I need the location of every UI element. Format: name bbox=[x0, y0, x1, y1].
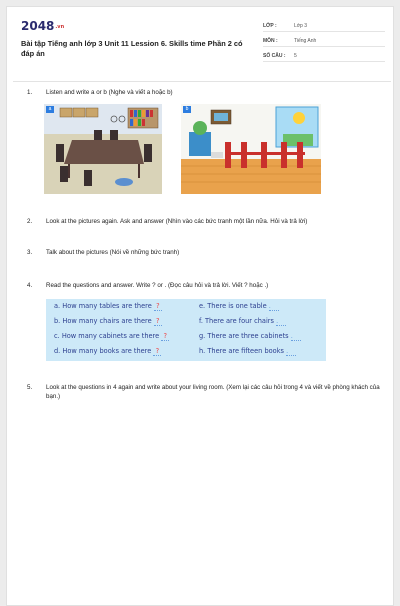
exercise-item bbox=[54, 332, 169, 341]
answer-blank[interactable]: . bbox=[269, 302, 279, 311]
exercise-item bbox=[199, 302, 279, 311]
picture-b bbox=[181, 104, 321, 194]
meta-key: MÔN : bbox=[263, 38, 278, 44]
question-text: Listen and write a or b (Nghe và viết a hoặc b) bbox=[46, 89, 173, 96]
item-text: h. There are fifteen books bbox=[199, 347, 284, 355]
meta-key: SỐ CÂU : bbox=[263, 53, 286, 59]
answer-blank[interactable]: . bbox=[276, 317, 286, 326]
document-title: Bài tập Tiếng anh lớp 3 Unit 11 Lession 6. Skills time Phần 2 có đáp án bbox=[21, 39, 243, 58]
exercise-item bbox=[199, 347, 296, 356]
meta-key: LỚP : bbox=[263, 23, 277, 29]
living-room-illustration-a bbox=[44, 104, 162, 194]
meta-row-count bbox=[263, 51, 385, 62]
item-text: g. There are three cabinets bbox=[199, 332, 289, 340]
exercise-item bbox=[54, 302, 162, 311]
exercise-4-box bbox=[46, 299, 326, 361]
picture-tag: a bbox=[46, 106, 54, 113]
picture-a bbox=[44, 104, 162, 194]
answer-blank[interactable]: ? bbox=[154, 302, 162, 311]
meta-row-class bbox=[263, 21, 385, 32]
question-text: Look at the pictures again. Ask and answer (Nhìn vào các bức tranh một lần nữa. Hỏi và trả lời) bbox=[46, 218, 308, 225]
item-text: a. How many tables are there bbox=[54, 302, 152, 310]
question-number: 5. bbox=[27, 384, 33, 391]
exercise-item bbox=[54, 347, 161, 356]
item-text: e. There is one table bbox=[199, 302, 267, 310]
question-number: 2. bbox=[27, 218, 33, 225]
exercise-item bbox=[54, 317, 162, 326]
question-text: Read the questions and answer. Write ? or . (Đọc câu hỏi và trả lời. Viết ? hoặc .) bbox=[46, 282, 269, 289]
exercise-item bbox=[199, 317, 286, 326]
answer-blank[interactable]: . bbox=[286, 347, 296, 356]
meta-value: 5 bbox=[294, 53, 297, 59]
question-number: 1. bbox=[27, 89, 33, 96]
item-text: b. How many chairs are there bbox=[54, 317, 152, 325]
question-number: 4. bbox=[27, 282, 33, 289]
logo-suffix: .vn bbox=[55, 23, 65, 30]
meta-value: Tiếng Anh bbox=[294, 38, 317, 44]
header-divider bbox=[13, 81, 391, 82]
logo-text: 2048 bbox=[21, 19, 55, 33]
document-header bbox=[19, 17, 385, 73]
question-text: Talk about the pictures (Nói về những bức tranh) bbox=[46, 249, 180, 256]
question-text: Look at the questions in 4 again and write about your living room. (Xem lại các câu hỏi trong 4 và viết về phòng khách của bạn.) bbox=[46, 384, 380, 400]
answer-blank[interactable]: ? bbox=[154, 317, 162, 326]
meta-value: Lớp 3 bbox=[294, 23, 308, 29]
exercise-item bbox=[199, 332, 301, 341]
worksheet-page bbox=[6, 6, 394, 606]
item-text: c. How many cabinets are there bbox=[54, 332, 160, 340]
answer-blank[interactable]: . bbox=[291, 332, 301, 341]
meta-row-subject bbox=[263, 36, 385, 47]
picture-tag: b bbox=[183, 106, 191, 113]
answer-blank[interactable]: ? bbox=[153, 347, 161, 356]
question-number: 3. bbox=[27, 249, 33, 256]
site-logo[interactable] bbox=[21, 19, 64, 33]
item-text: f. There are four chairs bbox=[199, 317, 274, 325]
living-room-illustration-b bbox=[181, 104, 321, 194]
item-text: d. How many books are there bbox=[54, 347, 152, 355]
answer-blank[interactable]: ? bbox=[161, 332, 169, 341]
